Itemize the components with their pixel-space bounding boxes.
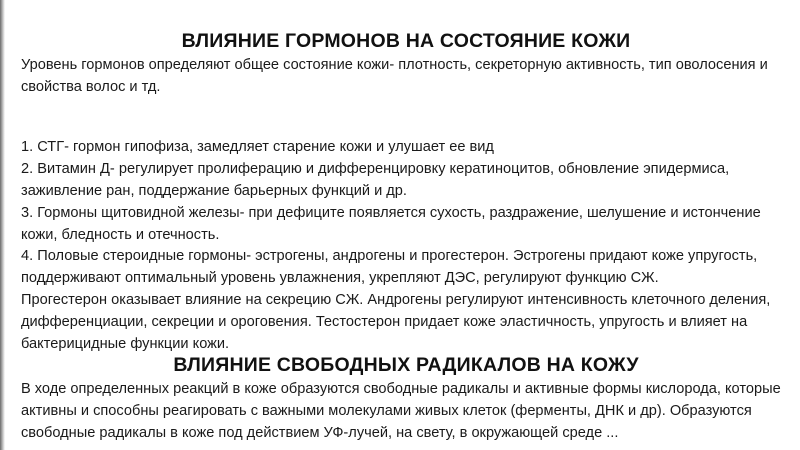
list-item-stg: 1. СТГ- гормон гипофиза, замедляет старение кожи и улушает ее вид (21, 138, 494, 155)
slide-left-edge-shadow (0, 0, 5, 450)
section-1-intro: Уровень гормонов определяют общее состояние кожи- плотность, секреторную активность, тип оволосения и свойства волос и тд. (21, 57, 768, 95)
section-2-title: ВЛИЯНИЕ СВОБОДНЫХ РАДИКАЛОВ НА КОЖУ (173, 354, 639, 376)
section-1-intro-block (21, 55, 791, 99)
section-2-text: В ходе определенных реакций в коже образуются свободные радикалы и активные формы кислорода, которые активны и способны реагировать с важными молекулами живых клеток (ферменты, ДНК и др). Образуются свободные радикалы в коже под действием УФ-лучей, на свету, в окружающей среде ... (21, 381, 781, 441)
list-item-thyroid: 3. Гормоны щитовидной железы- при дефиците появляется сухость, раздражение, шелушение и истончение кожи, бледность и отечность. (21, 204, 761, 243)
blank-line (21, 115, 791, 137)
section-1-list (21, 115, 791, 356)
section-2-body (21, 379, 791, 445)
section-1-title: ВЛИЯНИЕ ГОРМОНОВ НА СОСТОЯНИЕ КОЖИ (181, 30, 631, 52)
list-item-vitamin-d: 2. Витамин Д- регулирует пролиферацию и дифференцировку кератиноцитов, обновление эпидермиса, заживление ран, поддержание барьерных функций и др. (21, 160, 730, 199)
list-item-sex-steroids: 4. Половые стероидные гормоны- эстрогены, андрогены и прогестерон. Эстрогены придают коже упругость, поддерживают оптимальный уровень увлажнения, укрепляют ДЭС, регулируют функцию СЖ. (21, 248, 758, 287)
list-item-progesterone: Прогестерон оказывает влияние на секрецию СЖ. Андрогены регулируют интенсивность клеточного деления, дифференциации, секреции и ороговения. Тестостерон придает коже эластичность, упругость и влияет на бактерицидные функции кожи. (21, 292, 771, 353)
